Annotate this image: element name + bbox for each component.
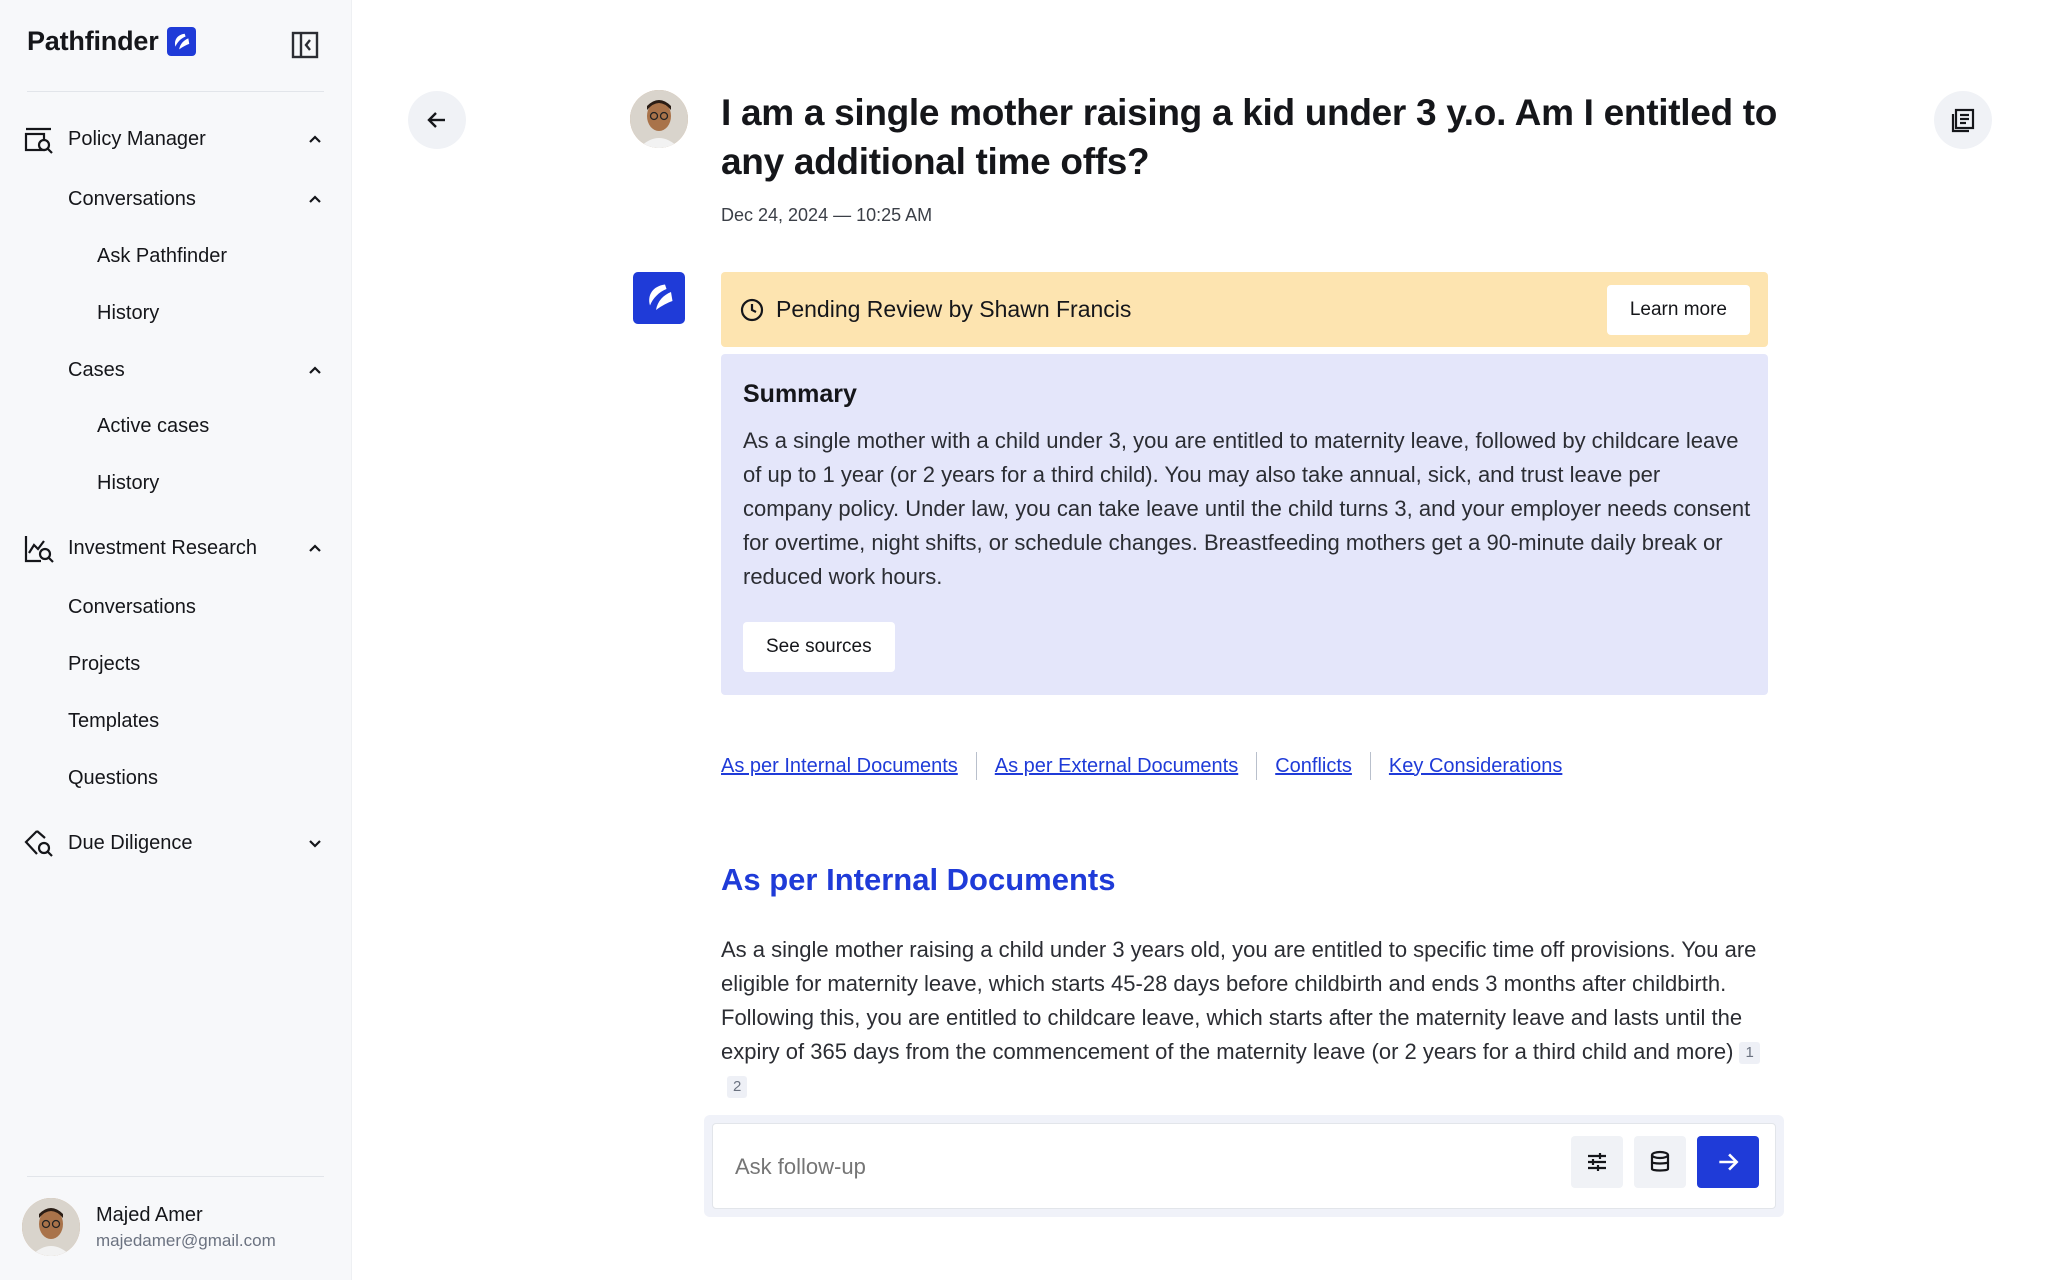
arrow-left-icon — [425, 108, 449, 132]
brand[interactable] — [27, 26, 196, 57]
link-external-documents[interactable]: As per External Documents — [994, 754, 1239, 777]
section-title: As per Internal Documents — [721, 862, 1116, 897]
sidebar-item-questions[interactable] — [0, 758, 352, 798]
see-sources-button[interactable]: See sources — [743, 622, 895, 672]
section-links — [721, 752, 1562, 780]
brand-name: Pathfinder — [27, 26, 159, 56]
question-avatar — [630, 90, 688, 148]
sidebar-item-active-cases[interactable] — [0, 406, 352, 446]
sidebar-item-label: Due Diligence — [68, 831, 193, 854]
documents-button[interactable] — [1934, 91, 1992, 149]
sidebar-item-label: Investment Research — [68, 536, 257, 559]
user-profile[interactable] — [22, 1198, 276, 1256]
pending-review-text: Pending Review by Shawn Francis — [776, 296, 1132, 322]
sidebar-item-label: Templates — [68, 709, 160, 732]
due-diligence-icon — [23, 828, 55, 860]
ask-followup-bar — [704, 1115, 1784, 1217]
link-key-considerations[interactable]: Key Considerations — [1388, 754, 1563, 777]
learn-more-button[interactable]: Learn more — [1607, 285, 1750, 335]
pathfinder-logo-icon — [167, 27, 196, 56]
citation-badge[interactable]: 1 — [1739, 1042, 1759, 1064]
link-internal-documents[interactable]: As per Internal Documents — [721, 754, 958, 777]
avatar — [22, 1198, 80, 1256]
link-divider — [976, 752, 977, 780]
sliders-icon — [1585, 1150, 1609, 1174]
sidebar-item-conversations[interactable] — [0, 179, 352, 219]
sidebar-item-label: History — [97, 471, 160, 494]
section-body-text: As a single mother raising a child under 3 years old, you are entitled to specific time off provisions. You are eligible for maternity leave, which starts 45-28 days before childbirth and ends 3 months after childbirth. Following this, you are entitled to childcare leave, which starts after the maternity leave and lasts until the expiry of 365 days from the commencement of the maternity leave (or 2 years for a third child and more) — [721, 937, 1757, 1064]
chevron-up-icon[interactable] — [305, 129, 325, 149]
sidebar-item-label: Ask Pathfinder — [97, 244, 228, 267]
clock-icon — [740, 298, 764, 322]
investment-chart-icon — [23, 533, 55, 565]
section-body — [721, 933, 1771, 1103]
documents-icon — [1950, 107, 1976, 133]
data-source-button[interactable] — [1634, 1136, 1686, 1188]
chevron-down-icon[interactable] — [305, 833, 325, 853]
sidebar-divider — [27, 91, 324, 92]
main-content — [352, 0, 2048, 1280]
chevron-up-icon[interactable] — [305, 360, 325, 380]
user-email: majedamer@gmail.com — [96, 1230, 276, 1250]
sidebar-item-label: Conversations — [68, 595, 196, 618]
sidebar-item-label: Conversations — [68, 187, 196, 210]
sidebar-item-conversations-history[interactable] — [0, 293, 352, 333]
sidebar-item-templates[interactable] — [0, 701, 352, 741]
ask-followup-input[interactable] — [735, 1154, 1555, 1180]
sidebar-item-cases-history[interactable] — [0, 463, 352, 503]
summary-card — [721, 354, 1768, 695]
question-title: I am a single mother raising a kid under 3 y.o. Am I entitled to any additional time offs? — [721, 92, 1778, 182]
citation-badge[interactable]: 2 — [727, 1076, 747, 1098]
sidebar-item-label: Projects — [68, 652, 141, 675]
send-button[interactable] — [1697, 1136, 1759, 1188]
pending-review-banner — [721, 272, 1768, 347]
sidebar-item-due-diligence[interactable] — [0, 823, 352, 863]
chevron-up-icon[interactable] — [305, 189, 325, 209]
question-timestamp: Dec 24, 2024 — 10:25 AM — [721, 205, 933, 225]
pathfinder-logo-icon — [633, 272, 685, 324]
summary-body: As a single mother with a child under 3, you are entitled to maternity leave, followed by childcare leave of up to 1 year (or 2 years for a third child). You may also take annual, sick, and trust leave per company policy. Under law, you can take leave until the child turns 3, and your employer needs consent for overtime, night shifts, or schedule changes. Breastfeeding mothers get a 90-minute daily break or reduced work hours. — [743, 428, 1751, 589]
link-divider — [1370, 752, 1371, 780]
sidebar-item-label: Cases — [68, 358, 125, 381]
sidebar — [0, 0, 352, 1280]
sidebar-item-label: History — [97, 301, 160, 324]
arrow-right-icon — [1715, 1149, 1741, 1175]
sidebar-item-label: Active cases — [97, 414, 210, 437]
ask-followup-box — [712, 1123, 1776, 1209]
link-divider — [1256, 752, 1257, 780]
sidebar-item-policy-manager[interactable] — [0, 119, 352, 159]
link-conflicts[interactable]: Conflicts — [1275, 754, 1352, 777]
user-name: Majed Amer — [96, 1203, 203, 1226]
sidebar-item-projects[interactable] — [0, 644, 352, 684]
back-button[interactable] — [408, 91, 466, 149]
filters-button[interactable] — [1571, 1136, 1623, 1188]
sidebar-item-cases[interactable] — [0, 350, 352, 390]
collapse-sidebar-icon[interactable] — [290, 30, 320, 60]
policy-search-icon — [23, 124, 55, 156]
database-icon — [1648, 1150, 1672, 1174]
chevron-up-icon[interactable] — [305, 538, 325, 558]
sidebar-item-label: Policy Manager — [68, 127, 206, 150]
sidebar-item-investment-research[interactable] — [0, 528, 352, 568]
sidebar-item-label: Questions — [68, 766, 159, 789]
summary-title: Summary — [743, 380, 857, 408]
sidebar-item-ir-conversations[interactable] — [0, 587, 352, 627]
sidebar-divider — [27, 1176, 324, 1177]
sidebar-item-ask-pathfinder[interactable] — [0, 236, 352, 276]
